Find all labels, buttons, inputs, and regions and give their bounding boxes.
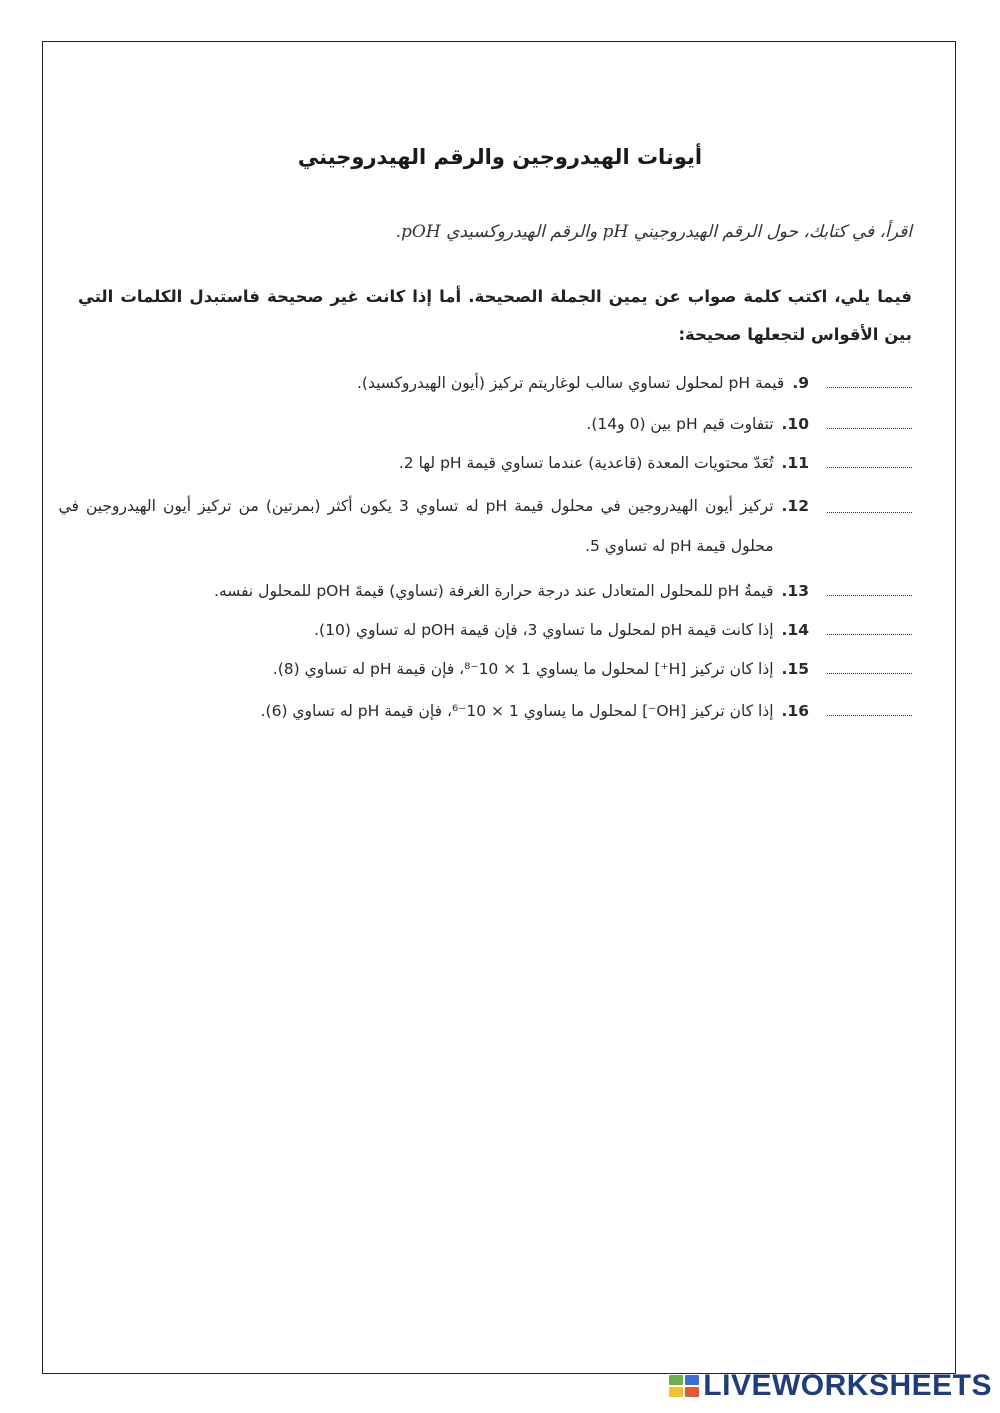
instructions-text: فيما يلي، اكتب كلمة صواب عن يمين الجملة الصحيحة. أما إذا كانت غير صحيحة فاستبدل الكلمات التي بين الأقواس لتجعلها صحيحة: [78, 287, 912, 344]
question-10 [586, 414, 912, 433]
question-13 [214, 581, 912, 600]
question-text: إذا كان تركيز [H⁺] لمحلول ما يساوي 1 × 10⁻⁸، فإن قيمة pH له تساوي (8). [272, 660, 774, 678]
page-title: أيونات الهيدروجين والرقم الهيدروجيني [297, 145, 703, 169]
answer-blank-9[interactable] [827, 373, 912, 388]
question-number: 15. [781, 660, 809, 678]
question-15 [273, 659, 912, 678]
question-number: 12. [781, 497, 809, 515]
question-text: قيمةُ pH للمحلول المتعادل عند درجة حرارة الغرفة (تساوي) قيمةَ pOH للمحلول نفسه. [214, 582, 774, 600]
question-number: 13. [781, 582, 809, 600]
question-text: قيمة pH لمحلول تساوي سالب لوغاريتم تركيز (أيون الهيدروكسيد). [356, 374, 785, 392]
answer-blank-14[interactable] [827, 620, 912, 635]
question-12 [59, 486, 912, 566]
answer-blank-13[interactable] [827, 581, 912, 596]
answer-blank-15[interactable] [827, 659, 912, 674]
question-number: 14. [781, 621, 809, 639]
question-16 [261, 701, 912, 720]
question-14 [314, 620, 912, 639]
question-11 [399, 453, 912, 472]
question-text: تُعَدّ محتويات المعدة (قاعدية) عندما تساوي قيمة pH لها 2. [398, 454, 774, 472]
question-9 [357, 373, 912, 392]
question-text: تركيز أيون الهيدروجين في محلول قيمة pH له تساوي 3 يكون أكثر (بمرتين) من تركيز أيون الهيدروجين في محلول قيمة pH له تساوي 5. [58, 497, 774, 555]
intro-text: اقرأ، في كتابك، حول الرقم الهيدروجيني pH والرقم الهيدروكسيدي pOH. [395, 222, 912, 242]
question-number: 10. [781, 415, 809, 433]
question-text: إذا كانت قيمة pH لمحلول ما تساوي 3، فإن قيمة pOH له تساوي (10). [314, 621, 774, 639]
answer-blank-12[interactable] [827, 498, 912, 513]
question-number: 9. [792, 374, 809, 392]
brand-text: LIVEWORKSHEETS [703, 1369, 992, 1402]
answer-blank-11[interactable] [827, 453, 912, 468]
answer-blank-10[interactable] [827, 414, 912, 429]
question-number: 11. [781, 454, 809, 472]
question-number: 16. [781, 702, 809, 720]
answer-blank-16[interactable] [827, 701, 912, 716]
question-text: تتفاوت قيم pH بين (0 و14). [586, 415, 774, 433]
question-text: إذا كان تركيز [OH⁻] لمحلول ما يساوي 1 × 10⁻⁶، فإن قيمة pH له تساوي (6). [260, 702, 774, 720]
liveworksheets-logo[interactable] [669, 1369, 992, 1403]
logo-icon [669, 1375, 699, 1397]
